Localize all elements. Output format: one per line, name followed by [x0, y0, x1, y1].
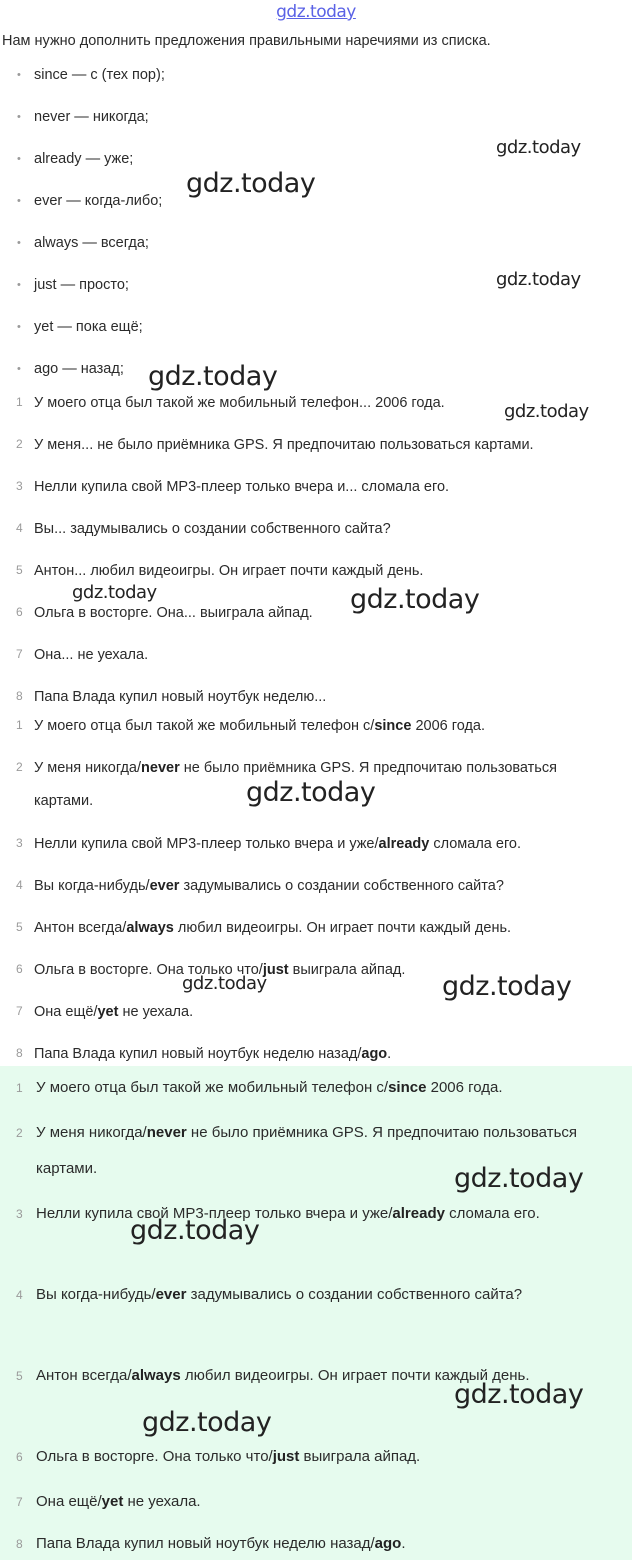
answer-number: 8 [16, 1046, 23, 1060]
bullet-icon: • [17, 321, 21, 333]
question-text: Она... не уехала. [34, 647, 149, 663]
answer-row [0, 908, 632, 950]
answer-number: 5 [16, 1369, 23, 1383]
answer-number: 4 [16, 1288, 23, 1302]
question-row [0, 509, 632, 551]
question-number: 8 [16, 689, 23, 703]
answer-number: 2 [16, 1126, 23, 1140]
list-item [0, 306, 632, 348]
answer-number: 2 [16, 760, 23, 774]
answer-number: 1 [16, 1081, 23, 1095]
question-number: 6 [16, 605, 23, 619]
watermark-text: gdz.today [496, 137, 581, 158]
list-item [0, 222, 632, 264]
bullet-icon: • [17, 69, 21, 81]
answer-number: 8 [16, 1537, 23, 1551]
bullet-icon: • [17, 237, 21, 249]
watermark-text: gdz.today [454, 1163, 584, 1194]
answer-adverb: ever [155, 1286, 187, 1303]
answer-number: 3 [16, 836, 23, 850]
answer-text: Нелли купила свой MP3-плеер только вчера и уже/already сломала его. [36, 1205, 540, 1222]
answer-adverb: ever [149, 878, 180, 894]
watermark-text: gdz.today [504, 401, 589, 422]
answer-box [0, 1066, 632, 1560]
list-item [0, 54, 632, 96]
question-text: Антон... любил видеоигры. Он играет почти каждый день. [34, 563, 424, 579]
answer-adverb: never [141, 760, 180, 776]
answer-adverb: already [378, 836, 430, 852]
list-item-text: ago — назад; [34, 361, 124, 377]
answer-text: У меня никогда/never не было приёмника GPS. Я предпочитаю пользоваться картами. [34, 760, 557, 809]
answer-adverb: since [388, 1079, 427, 1096]
answer-adverb: ago [361, 1046, 388, 1062]
watermark-text: gdz.today [350, 584, 480, 615]
answer-text: У меня никогда/never не было приёмника GPS. Я предпочитаю пользоваться картами. [36, 1124, 577, 1177]
question-row [0, 635, 632, 677]
watermark-text: gdz.today [186, 168, 316, 199]
question-number: 5 [16, 563, 23, 577]
watermark-text: gdz.today [442, 971, 572, 1002]
answer-row [0, 1435, 632, 1475]
question-text: Папа Влада купил новый ноутбук неделю... [34, 689, 327, 705]
intro-text: Нам нужно дополнить предложения правильными наречиями из списка. [2, 33, 491, 49]
answer-number: 6 [16, 1450, 23, 1464]
question-text: Нелли купила свой MP3-плеер только вчера и... сломала его. [34, 479, 450, 495]
question-number: 4 [16, 521, 23, 535]
answer-row [0, 706, 632, 748]
question-row [0, 467, 632, 509]
answer-row [0, 1066, 632, 1106]
answer-list [0, 706, 632, 1076]
answer-adverb: just [262, 962, 289, 978]
watermark-text: gdz.today [72, 582, 157, 603]
answer-number: 7 [16, 1004, 23, 1018]
list-item-text: yet — пока ещё; [34, 319, 143, 335]
watermark-text: gdz.today [130, 1215, 260, 1246]
list-item-text: already — уже; [34, 151, 134, 167]
answer-text: Антон всегда/always любил видеоигры. Он играет почти каждый день. [34, 920, 512, 936]
site-link[interactable]: gdz.today [276, 2, 356, 22]
question-text: У моего отца был такой же мобильный телефон... 2006 года. [34, 395, 445, 411]
answer-text: Вы когда-нибудь/ever задумывались о создании собственного сайта? [36, 1286, 523, 1303]
answer-adverb: always [126, 920, 174, 936]
question-number: 3 [16, 479, 23, 493]
answer-text: У моего отца был такой же мобильный телефон с/since 2006 года. [34, 718, 486, 734]
bullet-icon: • [17, 279, 21, 291]
answer-adverb: just [272, 1448, 300, 1465]
list-item-text: just — просто; [34, 277, 129, 293]
answer-row [0, 824, 632, 866]
answer-text: Папа Влада купил новый ноутбук неделю назад/ago. [34, 1046, 392, 1062]
question-list [0, 383, 632, 719]
answer-row [0, 1522, 632, 1560]
list-item-text: since — с (тех пор); [34, 67, 165, 83]
question-row [0, 425, 632, 467]
answer-text: Ольга в восторге. Она только что/just выиграла айпад. [36, 1448, 421, 1465]
answer-number: 6 [16, 962, 23, 976]
answer-adverb: since [374, 718, 412, 734]
list-item [0, 180, 632, 222]
bullet-icon: • [17, 111, 21, 123]
list-item-text: ever — когда-либо; [34, 193, 163, 209]
answer-text: Ольга в восторге. Она только что/just выиграла айпад. [34, 962, 406, 978]
list-item-text: always — всегда; [34, 235, 149, 251]
answer-text: Нелли купила свой MP3-плеер только вчера и уже/already сломала его. [34, 836, 522, 852]
list-item-text: never — никогда; [34, 109, 149, 125]
answer-row [0, 1192, 632, 1272]
adverb-list [0, 54, 632, 390]
answer-text: Она ещё/yet не уехала. [34, 1004, 194, 1020]
answer-row [0, 1480, 632, 1520]
list-item [0, 96, 632, 138]
answer-adverb: yet [101, 1493, 124, 1510]
watermark-text: gdz.today [454, 1379, 584, 1410]
answer-adverb: yet [97, 1004, 119, 1020]
question-text: Вы... задумывались о создании собственного сайта? [34, 521, 391, 537]
answer-row [0, 866, 632, 908]
bullet-icon: • [17, 363, 21, 375]
answer-adverb: ago [374, 1535, 402, 1552]
answer-adverb: already [392, 1205, 445, 1222]
answer-text: Она ещё/yet не уехала. [36, 1493, 201, 1510]
watermark-text: gdz.today [246, 777, 376, 808]
answer-text: Антон всегда/always любил видеоигры. Он играет почти каждый день. [36, 1367, 530, 1384]
answer-adverb: always [131, 1367, 181, 1384]
question-text: Ольга в восторге. Она... выиграла айпад. [34, 605, 313, 621]
answer-text: Вы когда-нибудь/ever задумывались о создании собственного сайта? [34, 878, 504, 894]
watermark-text: gdz.today [182, 973, 267, 994]
watermark-text: gdz.today [148, 361, 278, 392]
answer-text: У моего отца был такой же мобильный телефон с/since 2006 года. [36, 1079, 503, 1096]
answer-adverb: never [146, 1124, 187, 1141]
answer-number: 5 [16, 920, 23, 934]
question-number: 1 [16, 395, 23, 409]
answer-text: Папа Влада купил новый ноутбук неделю назад/ago. [36, 1535, 406, 1552]
answer-row [0, 1273, 632, 1353]
question-text: У меня... не было приёмника GPS. Я предпочитаю пользоваться картами. [34, 437, 534, 453]
bullet-icon: • [17, 153, 21, 165]
answer-number: 7 [16, 1495, 23, 1509]
question-number: 2 [16, 437, 23, 451]
answer-number: 3 [16, 1207, 23, 1221]
watermark-text: gdz.today [142, 1407, 272, 1438]
bullet-icon: • [17, 195, 21, 207]
question-number: 7 [16, 647, 23, 661]
answer-number: 1 [16, 718, 23, 732]
watermark-text: gdz.today [496, 269, 581, 290]
answer-number: 4 [16, 878, 23, 892]
